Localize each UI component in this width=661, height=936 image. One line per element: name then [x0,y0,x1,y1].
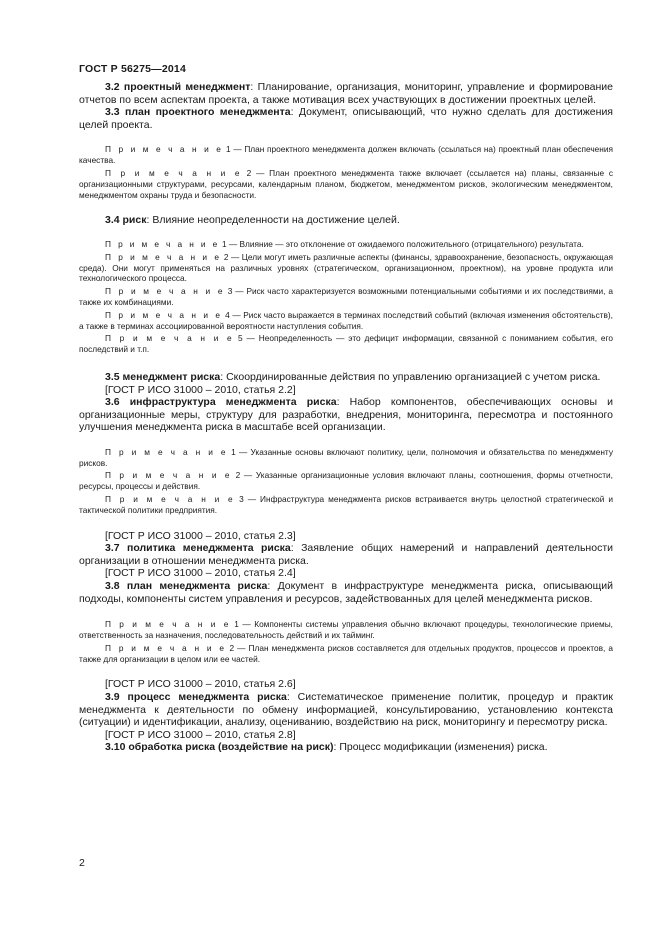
note-text: — Компоненты системы управления обычно включают процедуры, технологические приемы, ответственность за назначения, последовательность действий и их тайминг. [79,619,613,641]
definition: : Планирование, организация, мониторинг, управление и формирование отчетов по всем аспектам проекта, а также мотивация всех участвующих в достижении проектных целей. [79,81,614,106]
source-reference: [ГОСТ Р ИСО 31000 – 2010, статья 2.4] [105,567,296,580]
note-text: — Риск часто характеризуется возможными потенциальными событиями и их последствиями, а также их комбинациями. [79,286,613,307]
note [79,168,613,200]
note [79,470,613,492]
note-number: 3 [227,286,233,297]
definition: : Документ в инфраструктуре менеджмента риска, описывающий подходы, компоненты систем управления и ресурсов, задействованных для целей менеджмента рисков. [79,580,613,605]
definition: : Документ, описывающий, что нужно сделать для достижения целей проекта. [79,106,613,131]
source-reference: [ГОСТ Р ИСО 31000 – 2010, статья 2.3] [105,529,296,542]
entry-3-9 [79,691,613,729]
note-text: — Цели могут иметь различные аспекты (финансы, здравоохранение, безопасность, окружающая среда). Они могут применяться на различных уровнях (стратегическом, организационном, проектном), на уровне продукта или технологического процесса. [79,251,613,284]
entry-3-2 [79,81,613,106]
entry-3-8 [79,580,613,605]
term: 3.8 план менеджмента риска [105,580,268,593]
note [79,252,613,284]
note-number: 1 [234,619,239,630]
entry-3-6 [79,396,613,434]
definition: : Заявление общих намерений и направлений деятельности организации в отношении менеджмента риска. [79,542,613,567]
term: 3.9 процесс менеджмента риска [105,691,287,704]
definition: : Скоординированные действия по управлению организацией с учетом риска. [220,370,601,383]
term: 3.10 обработка риска (воздействие на риск) [105,741,334,754]
source-reference: [ГОСТ Р ИСО 31000 – 2010, статья 2.2] [105,383,296,396]
note-text: — Указанные основы включают политику, цели, полномочия и обязательства по менеджменту рисков. [79,446,613,468]
note-text: — Инфраструктура менеджмента рисков встраивается внутрь целостной стратегической и тактической политики предприятия. [79,494,613,515]
note [79,619,613,641]
note-number: 2 [235,470,241,481]
term: 3.6 инфраструктура менеджмента риска [105,396,337,409]
note-number: 4 [225,309,230,320]
definition: : Процесс модификации (изменения) риска. [333,741,548,754]
note-label: П р и м е ч а н и е [105,309,223,320]
definition: : Систематическое применение политик, процедур и практик менеджмента к деятельности по обмену информацией, консультированию, установлению контекста (ситуации) и идентификации, анализу, оцениванию, воздействию на риск, мониторингу и пересмотру риска. [79,691,613,729]
note-number: 2 [223,251,229,262]
note-label: П р и м е ч а н и е [105,494,236,505]
note-label: П р и м е ч а н и е [105,642,227,653]
term: 3.3 план проектного менеджмента [105,106,291,119]
note [79,447,613,469]
note-label: П р и м е ч а н и е [105,446,228,457]
source-reference: [ГОСТ Р ИСО 31000 – 2010, статья 2.6] [105,678,296,691]
entry-3-3 [79,106,613,131]
note-number: 1 [225,144,231,155]
note [79,643,613,665]
note-label: П р и м е ч а н и е [105,333,235,344]
entry-3-7 [79,542,613,567]
note-text: — Риск часто выражается в терминах последствий событий (включая изменения обстоятельств), а также в терминах ассоциированной вероятности наступления события. [79,309,613,331]
note-text: — Неопределенность — это дефицит информации, связанной с пониманием события, его последствий и т.п. [79,333,613,355]
definition: : Набор компонентов, обеспечивающих основы и организационные меры, структуру для разработки, внедрения, мониторинга, пересмотра и постоянного улучшения менеджмента риска в масштабе всей организации. [79,396,613,434]
term: 3.2 проектный менеджмент [105,81,251,93]
page-number: 2 [79,857,85,869]
note-label: П р и м е ч а н и е [105,251,222,262]
note-label: П р и м е ч а н и е [105,144,224,155]
note-text: — План проектного менеджмента должен включать (ссылаться на) проектный план обеспечения качества. [79,144,613,166]
note [79,239,613,250]
note-number: 3 [239,494,244,505]
document-body [79,81,613,754]
entry-3-4 [79,214,613,227]
note [79,310,613,332]
note [79,144,613,166]
note-number: 2 [229,642,235,653]
entry-3-5 [79,371,613,384]
document-header: ГОСТ Р 56275—2014 [79,63,187,75]
note [79,333,613,355]
entry-3-10 [79,741,613,754]
note-text: — План менеджмента рисков составляется для отдельных продуктов, процессов и проектов, а также для организации в целом или ее частей. [79,642,613,664]
note-label: П р и м е ч а н и е [105,238,220,249]
definition: : Влияние неопределенности на достижение целей. [146,214,400,227]
note-number: 2 [246,167,252,178]
note-label: П р и м е ч а н и е [105,619,231,630]
note-number: 1 [221,238,227,249]
note-number: 5 [237,333,243,344]
note-label: П р и м е ч а н и е [105,470,232,481]
note-text: — Влияние — это отклонение от ожидаемого положительного (отрицательного) результата. [226,238,584,249]
term: 3.7 политика менеджмента риска [105,542,291,555]
note-text: — План проектного менеджмента также включает (ссылается на) планы, связанные с организационными структурами, ресурсами, календарным планом, бюджетом, менеджментом рисков, экологическим менеджментом, менеджментом охраны труда и безопасности. [79,167,613,200]
note-label: П р и м е ч а н и е [105,167,242,178]
note [79,494,613,516]
term: 3.4 риск [105,214,147,227]
note [79,286,613,308]
source-reference: [ГОСТ Р ИСО 31000 – 2010, статья 2.8] [105,728,296,741]
note-label: П р и м е ч а н и е [105,286,225,297]
note-number: 1 [231,446,236,457]
term: 3.5 менеджмент риска [105,370,221,383]
note-text: — Указанные организационные условия включают планы, соотношения, формы отчетности, ресурсы, процессы и действия. [79,470,613,492]
